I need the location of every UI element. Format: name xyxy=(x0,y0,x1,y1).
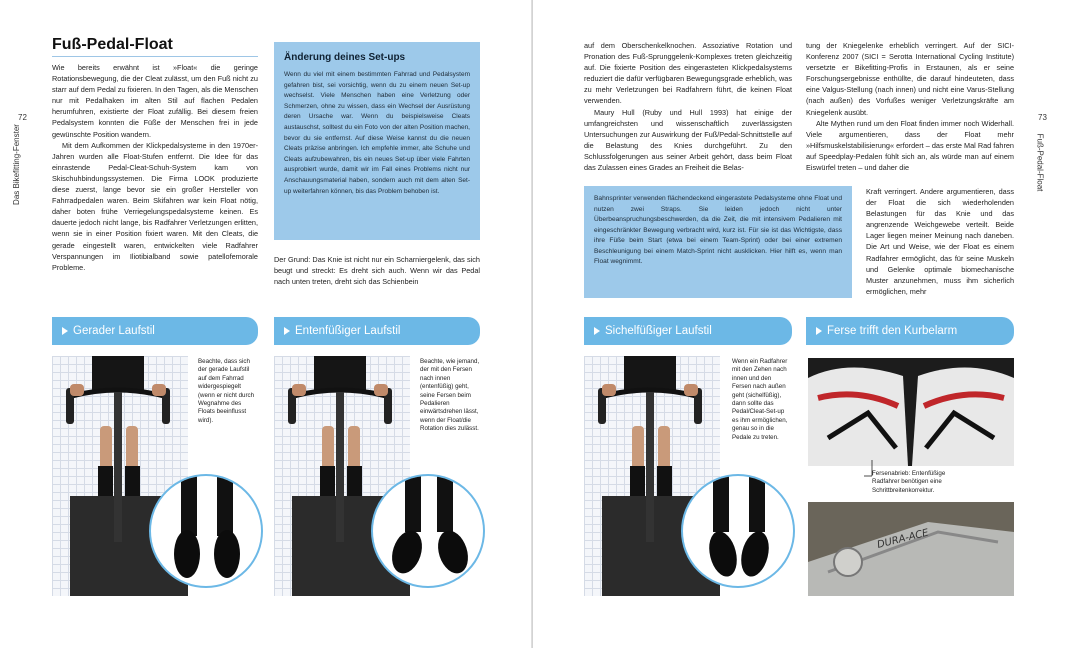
triangle-bullet-icon xyxy=(816,327,822,335)
triangle-bullet-icon xyxy=(594,327,600,335)
knee-reason-paragraph: Der Grund: Das Knie ist nicht nur ein Scharniergelenk, das sich beugt und streckt: Es dreht sich auch. Wenn wir das Pedal nach unten treten, dreht sich das Schienbein xyxy=(274,255,480,287)
infobox-heading: Änderung deines Set-ups xyxy=(284,52,406,63)
heel-callout-text: Fersenabrieb: Entenfüßige Radfahrer benötigen eine Schrittbreitenkorrektur. xyxy=(872,470,946,494)
shoe-heel-photo xyxy=(808,358,1014,466)
feet-detail-circle xyxy=(681,474,795,588)
banner-duck-footed-gait: Entenfüßiger Laufstil xyxy=(274,317,480,345)
feet-detail-circle xyxy=(371,474,485,588)
track-sprinter-infobox xyxy=(584,186,852,298)
triangle-bullet-icon xyxy=(62,327,68,335)
infobox-text: Bahnsprinter verwenden flächendeckend eingerastete Pedalsysteme ohne Float und nutzen zwei Straps. Sie leiden jedoch nicht unter Überbeanspruchungsbeschwerden, da die Zeit, die mit intensivem Pedalieren mit eingeschränkter Bewegung verbracht wird, kurz ist. Für sie ist das Wichtigste, dass ihre Füße beim Start (etwa bei einem Team-Sprint) oder bei einer extremen Beschleunigung bei einem Match-Sprint nicht ausklicken. Hier hilft es, wenn man Float wegnimmt. xyxy=(594,195,842,265)
crank-logo-text: DURA-ACE xyxy=(876,527,930,551)
title-rule xyxy=(52,56,258,57)
left-side-label: Das Bikefitting-Fenster xyxy=(11,124,21,205)
banner-heel-hits-crank: Ferse trifft den Kurbelarm xyxy=(806,317,1014,345)
left-page xyxy=(0,0,532,648)
crank-arm-photo xyxy=(808,502,1014,596)
caption-sickle-footed-gait: Wenn ein Radfahrer mit den Zehen nach innen und den Fersen nach außen geht (sichelfüßig), dann sollte das Pedal/Cleat-Set-up es ihm ermöglichen, genau so in die Pedale zu treten. xyxy=(732,358,788,441)
callout-leader-line xyxy=(862,460,874,478)
right-column-2-continued: Kraft verringert. Andere argumentieren, dass der Float die sich wiederholenden Belastungen für das Knie und das angrenzende Weichgewebe verteilt. Beide Lager liegen meiner Meinung nach daneben. Die Art und Weise, wie der Float es einem Radfahrer ermöglicht, das für seine Muskeln und Gelenke optimale biomechanische Muster anzunehmen, muss ihm sicherlich ermöglichen, mehr xyxy=(866,187,1014,296)
page-title: Fuß-Pedal-Float xyxy=(52,36,173,53)
setup-change-infobox xyxy=(274,42,480,240)
page-number-left: 72 xyxy=(18,113,27,122)
photo-straight-gait xyxy=(52,356,188,596)
right-side-label: Fuß-Pedal-Float xyxy=(1035,133,1045,192)
feet-detail-circle xyxy=(149,474,263,588)
photo-duck-footed-gait xyxy=(274,356,410,596)
caption-duck-footed-gait: Beachte, wie jemand, der mit den Fersen nach innen (entenfüßig) geht, seine Fersen beim Pedalieren einwärtsdrehen lässt, wenn der Float/die Rotation dies zulässt. xyxy=(420,358,480,433)
triangle-bullet-icon xyxy=(284,327,290,335)
infobox-text: Wenn du viel mit einem bestimmten Fahrrad und Pedalsystem gefahren bist, sei vorsichtig, wenn du zu einem neuen Set-up wechselst. Viele Menschen haben eine Verletzung oder Schmerzen, ohne zu wissen, dass ein Wechsel der Ausrüstung deren Ursache war. Wenn du beispielsweise Cleats austauschst, solltest du ein Foto von der alten Position machen, bevor du sie entfernst. Auf diese Weise kannst du die neuen Cleats präzise anbringen. Ich empfehle immer, alte Schuhe und Cleats aufzubewahren, bis ein neues Set-up über viele Fahrten ausprobiert wurde, damit wir im Fall eines Problems nicht nur Anschauungsmaterial haben, sondern auch mit dem alten Set-up weiterfahren können, bis das Problem behoben ist. xyxy=(284,71,470,195)
photo-sickle-footed-gait xyxy=(584,356,720,596)
page-number-right: 73 xyxy=(1038,113,1047,122)
banner-sickle-footed-gait: Sichelfüßiger Laufstil xyxy=(584,317,792,345)
right-column-2-text: tung der Kniegelenke erheblich verringert. Auf der SICI-Konferenz 2007 (SICI = Serotta International Cycling Institute) versetzte er Bikefitting-Profis in Erstaunen, als er seine Forschungsergebnisse enthüllte, die darauf hindeuteten, dass eine Valgus-Stellung (nach innen) und nicht eine Varus-Stellung (nach außen) des Vorfußes weniger Verletzungskräfte am Kniegelenk ausübt. Alte Mythen rund um den Float finden immer noch Widerhall. Viele argumentieren, dass der Float mehr »Hilfsmuskelstabilisierung« erfordert – das erste Mal Rad fahren auf Speedplay-Pedalen fühlt sich an, als würde man auf einem Eiswürfel treten – und daher die xyxy=(806,41,1014,173)
banner-straight-gait: Gerader Laufstil xyxy=(52,317,258,345)
right-column-1-text: auf dem Oberschenkelknochen. Assoziative Rotation und Pronation des Fuß-Sprunggelenk-Komplexes treten gleichzeitig auf. Die fixierte Position des eingerasteten Klickpedalsystems reduziert die dafür verfügbaren Bewegungsgrade erheblich, was zu mehr Verletzungen bei Radfahrern führt, die keinen Float verwenden. Maury Hull (Ruby und Hull 1993) hat einige der umfangreichsten und wissenschaftlich zuverlässigsten Untersuchungen zur Auswirkung der Fuß/Pedal-Schnittstelle auf die Belastung des Knies durchgeführt. Zu den Schlussfolgerungen aus seiner Arbeit gehört, dass beim Float das Zulassen eines Grades an Freiheit die Belas- xyxy=(584,41,792,173)
intro-paragraph: Wie bereits erwähnt ist »Float« die geringe Rotationsbewegung, die der Cleat zulässt, um den Fuß nicht zu starr auf dem Pedal zu fixieren. In den Tagen, als die Menschen nur mit Pedalhaken im alten Stil auf flachen Pedalen herumfuhren, existierte der Float zufällig. Bei diesem freien Pedalsystem konnten die Füße der Menschen frei in jede gewünschte Position wandern. Mit dem Aufkommen der Klickpedalsysteme in den 1970er-Jahren wurden alle Float-Stufen entfernt. Die Idee für das einrastende Pedal-Cleat-Schuh-System kam von Skischuhbindungssystemen. Die Firma LOOK produzierte diese zuerst, lange bevor sie ein großer Hersteller von Fahrradpedalen waren. Beim Skifahren war kein Float nötig, daher boten frühe Verriegelungspedalsysteme keinen. Es dauerte jedoch nicht lange, bis Radfahrer Verletzungen erlitten, wenn sie in einer Position fixiert waren. Mit den Cleats, die gerade eingestellt waren, entwickelten viele Radfahrer Verspannungen im Iliotibialband sowie patellofemorale Probleme. xyxy=(52,63,258,272)
caption-straight-gait: Beachte, dass sich der gerade Laufstil auf dem Fahrrad widergespiegelt (wenn er nicht durch Wegnahme des Floats beeinflusst wird). xyxy=(198,358,255,424)
